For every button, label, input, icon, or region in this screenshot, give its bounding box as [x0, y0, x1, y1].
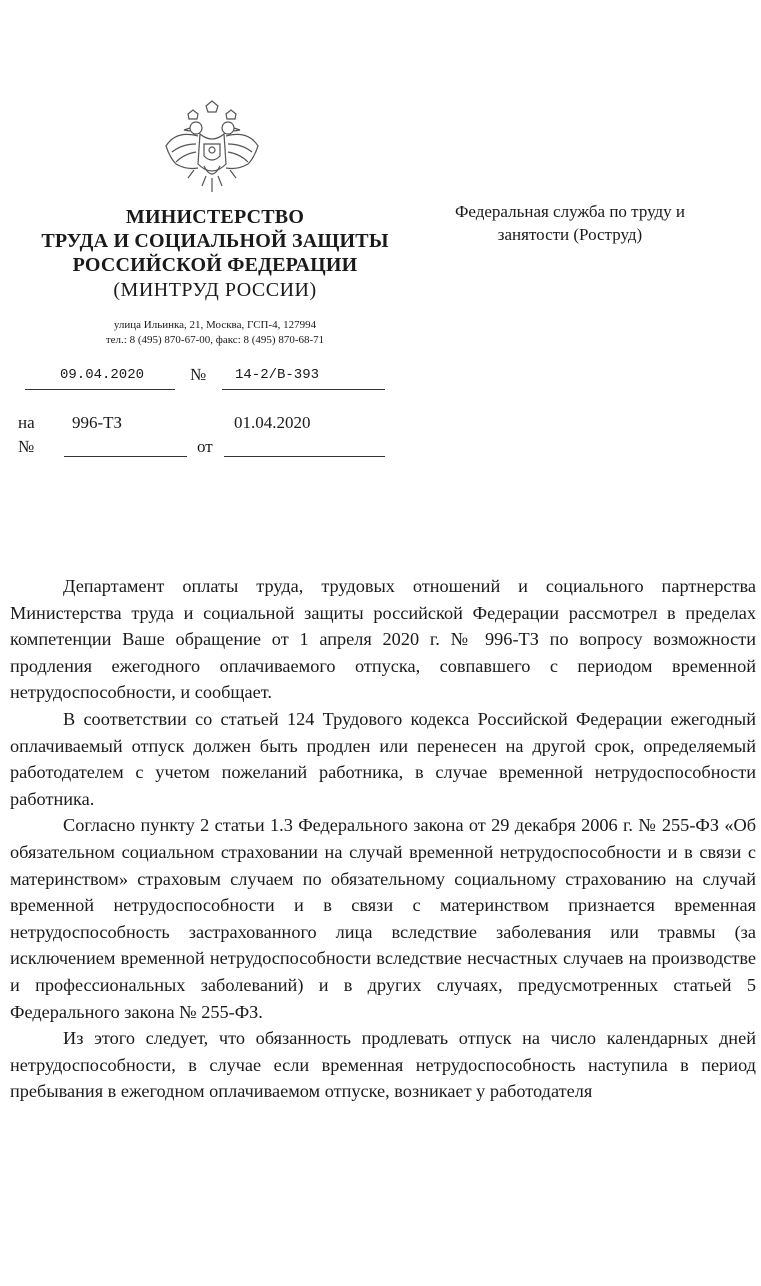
registration-number-underline	[222, 389, 385, 390]
ministry-address	[20, 318, 410, 348]
body-paragraph-1: Департамент оплаты труда, трудовых отношений и социального партнерства Министерства труда и социальной защиты российской Федерации рассмотрел в пределах компетенции Ваше обращение от 1 апреля 2020 г. № 996-ТЗ по вопросу возможности продления ежегодного оплачиваемого отпуска, совпавшего с периодом временной нетрудоспособности, и сообщает.	[10, 576, 756, 703]
letter-body	[10, 573, 756, 1105]
ministry-header	[20, 205, 410, 303]
addressee-line-1: Федеральная служба по труду и	[454, 202, 686, 221]
registration-date-underline	[25, 389, 175, 390]
ministry-line-2: ТРУДА И СОЦИАЛЬНОЙ ЗАЩИТЫ	[41, 230, 389, 252]
address-phones: тел.: 8 (495) 870-67-00, факс: 8 (495) 870-68-71	[105, 334, 325, 346]
reference-number-underline	[64, 456, 187, 457]
ministry-short-name: (МИНТРУД РОССИИ)	[113, 279, 317, 301]
reference-label-number: №	[18, 437, 35, 456]
ministry-line-3: РОССИЙСКОЙ ФЕДЕРАЦИИ	[72, 254, 358, 276]
reference-number: 996-ТЗ	[72, 413, 123, 432]
registration-number: 14-2/В-393	[235, 367, 320, 383]
address-street: улица Ильинка, 21, Москва, ГСП-4, 127994	[113, 319, 317, 331]
russian-coat-of-arms-icon	[160, 100, 264, 202]
ministry-line-1: МИНИСТЕРСТВО	[125, 206, 305, 228]
reference-date-underline	[224, 456, 385, 457]
registration-date: 09.04.2020	[60, 367, 145, 383]
reference-date: 01.04.2020	[234, 413, 311, 432]
body-paragraph-2: В соответствии со статьей 124 Трудового кодекса Российской Федерации ежегодный оплачиваемый отпуск должен быть продлен или перенесен на другой срок, определяемый работодателем с учетом пожеланий работника, в случае временной нетрудоспособности работника.	[10, 708, 756, 809]
reference-label-na: на	[18, 413, 35, 432]
registration-number-sign: №	[190, 365, 207, 384]
reference-label-ot: от	[197, 437, 213, 456]
addressee-line-2: занятости (Роструд)	[497, 225, 643, 244]
body-paragraph-4: Из этого следует, что обязанность продлевать отпуск на число календарных дней нетрудоспособности, в случае если временная нетрудоспособность наступила в период пребывания в ежегодном оплачиваемом отпуске, возникает у работодателя	[10, 1028, 756, 1102]
addressee	[420, 200, 720, 246]
body-paragraph-3: Согласно пункту 2 статьи 1.3 Федерального закона от 29 декабря 2006 г. № 255-ФЗ «Об обязательном социальном страховании на случай временной нетрудоспособности и в связи с материнством» страховым случаем по обязательному социальному страхованию на случай временной нетрудоспособности и в связи с материнством признается временная нетрудоспособность застрахованного лица вследствие заболевания или травмы (за исключением временной нетрудоспособности вследствие несчастных случаев на производстве и профессиональных заболеваний) и в других случаях, предусмотренных статьей 5 Федерального закона № 255-ФЗ.	[10, 815, 756, 1022]
